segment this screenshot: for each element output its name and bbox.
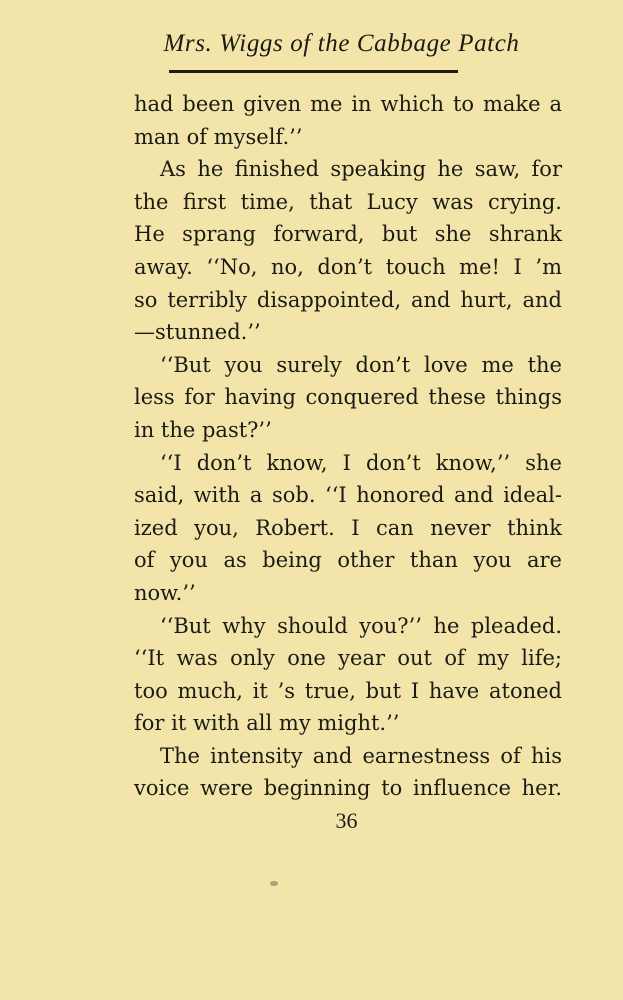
text-line: now.’’	[134, 580, 196, 605]
text-line: man of myself.’’	[134, 124, 303, 149]
running-head: Mrs. Wiggs of the Cabbage Patch	[163, 30, 520, 57]
text-line: away. ‘‘No, no, don’t touch me! I ’m	[134, 254, 562, 279]
text-line: had been given me in which to make a	[134, 92, 562, 116]
text-line: ‘‘I don’t know, I don’t know,’’ she	[160, 450, 562, 475]
header-rule	[169, 70, 458, 73]
page-number: 36	[335, 808, 358, 833]
text-line: ‘‘It was only one year out of my life;	[134, 646, 562, 671]
text-line: said, with a sob. ‘‘I honored and ideal-	[134, 483, 562, 508]
paper-speck	[270, 881, 278, 886]
text-line: in the past?’’	[134, 417, 272, 442]
text-line: —stunned.’’	[134, 320, 261, 345]
text-line: ‘‘But you surely don’t love me the	[160, 352, 562, 377]
text-line: voice were beginning to influence her.	[134, 776, 562, 801]
text-line: The intensity and earnestness of his	[160, 743, 562, 768]
text-line: the first time, that Lucy was crying.	[134, 189, 562, 214]
text-line: for it with all my might.’’	[134, 711, 400, 736]
body-text	[134, 88, 562, 805]
text-line: ‘‘But why should you?’’ he pleaded.	[160, 613, 562, 638]
text-line: As he finished speaking he saw, for	[160, 157, 562, 182]
text-line: less for having conquered these things	[134, 385, 562, 410]
text-line: of you as being other than you are	[134, 548, 562, 573]
text-line: ized you, Robert. I can never think	[134, 515, 562, 540]
text-line: He sprang forward, but she shrank	[134, 222, 562, 247]
text-line: so terribly disappointed, and hurt, and	[134, 287, 562, 312]
text-line: too much, it ’s true, but I have atoned	[134, 678, 562, 703]
